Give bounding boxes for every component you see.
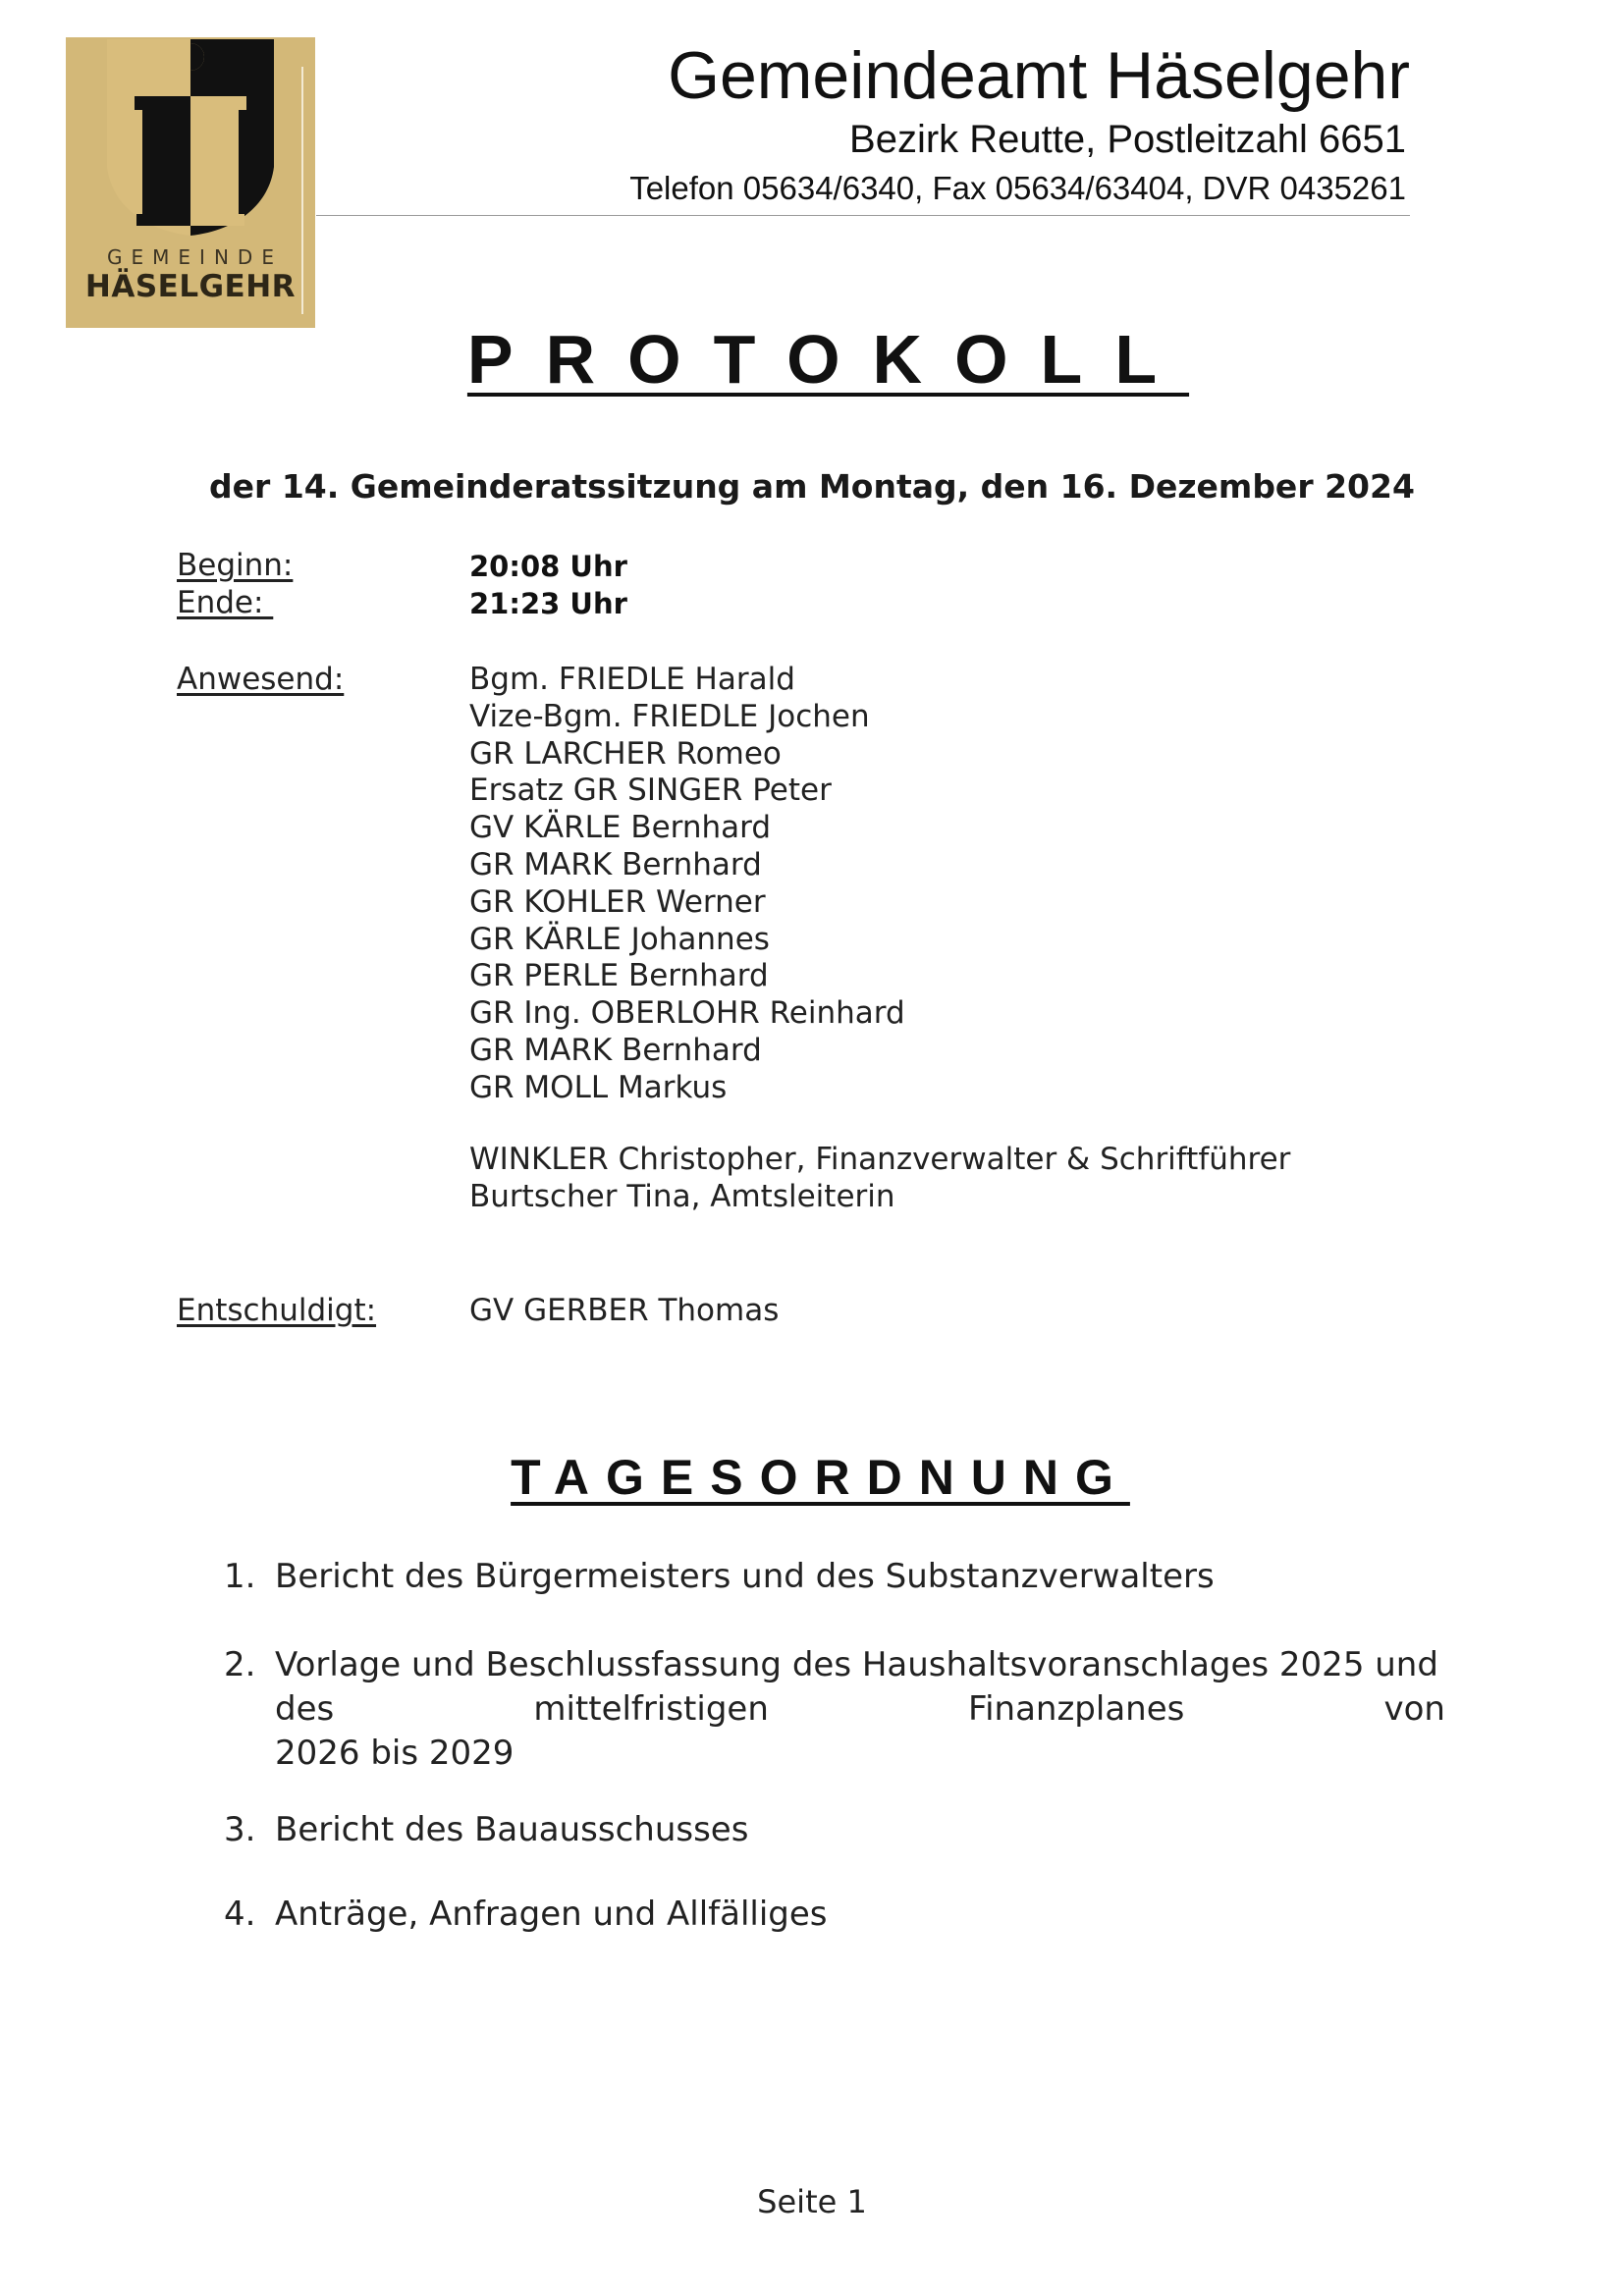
- logo-text-gemeinde: GEMEINDE: [107, 245, 283, 269]
- staff-member: WINKLER Christopher, Finanzverwalter & Schriftführer: [469, 1142, 1291, 1177]
- header-divider: [316, 215, 1410, 216]
- end-label: Ende:: [177, 585, 274, 620]
- agenda-item-line: [275, 1643, 1445, 1687]
- agenda-word: von: [1383, 1689, 1445, 1729]
- agenda-item-line-text: Vorlage und Beschlussfassung des Haushaltsvoranschlages 2025 und: [275, 1645, 1438, 1684]
- attendee: Bgm. FRIEDLE Harald: [469, 662, 795, 697]
- agenda-item-text: [275, 1643, 1445, 1776]
- agenda-item-text: Bericht des Bauausschusses: [275, 1810, 749, 1849]
- attendee: GR Ing. OBERLOHR Reinhard: [469, 995, 905, 1032]
- agenda-item-text: Bericht des Bürgermeisters und des Substanzverwalters: [275, 1557, 1215, 1596]
- attendee: GV KÄRLE Bernhard: [469, 810, 772, 846]
- attendee: GR MOLL Markus: [469, 1069, 728, 1105]
- staff-member: Burtscher Tina, Amtsleiterin: [469, 1179, 895, 1214]
- agenda-item-text: Anträge, Anfragen und Allfälliges: [275, 1895, 828, 1934]
- agenda-item-number: 2.: [224, 1645, 256, 1684]
- attendee: GR KÄRLE Johannes: [469, 921, 770, 957]
- attendee: Vize-Bgm. FRIEDLE Jochen: [469, 698, 870, 734]
- coat-of-arms-icon: [107, 39, 274, 236]
- agenda-item-line: [275, 1687, 1445, 1732]
- attendee: GR LARCHER Romeo: [469, 735, 782, 772]
- begin-label: Beginn:: [177, 548, 294, 583]
- attendee: GR PERLE Bernhard: [469, 958, 769, 994]
- logo-text-haeselgehr: HÄSELGEHR: [84, 269, 297, 304]
- agenda-title-wrap: [0, 1449, 1624, 1506]
- agenda-item-number: 1.: [224, 1557, 256, 1596]
- agenda-item-line: 2026 bis 2029: [275, 1734, 514, 1773]
- office-district: Bezirk Reutte, Postleitzahl 6651: [849, 118, 1406, 161]
- staff-list: [469, 1141, 1290, 1215]
- agenda-item-number: 3.: [224, 1810, 256, 1849]
- office-contact: Telefon 05634/6340, Fax 05634/63404, DVR 0435261: [629, 170, 1406, 206]
- document-subtitle: der 14. Gemeinderatssitzung am Montag, den 16. Dezember 2024: [209, 467, 1415, 506]
- attendee: GR KOHLER Werner: [469, 883, 766, 920]
- excused-value: GV GERBER Thomas: [469, 1293, 780, 1328]
- excused-label: Entschuldigt:: [177, 1293, 377, 1328]
- document-title: PROTOKOLL: [466, 321, 1190, 398]
- end-value: 21:23 Uhr: [469, 587, 627, 620]
- attendee: GR MARK Bernhard: [469, 1032, 762, 1068]
- municipality-logo: [66, 37, 315, 328]
- agenda-word: des: [275, 1689, 335, 1729]
- attendee: Ersatz GR SINGER Peter: [469, 773, 832, 809]
- document-title-wrap: [0, 320, 1624, 399]
- begin-value: 20:08 Uhr: [469, 550, 627, 583]
- page-number: Seite 1: [757, 2183, 867, 2220]
- office-name: Gemeindeamt Häselgehr: [668, 38, 1410, 113]
- attendee: GR MARK Bernhard: [469, 846, 762, 882]
- agenda-item-number: 4.: [224, 1895, 256, 1934]
- agenda-title: TAGESORDNUNG: [511, 1450, 1130, 1505]
- agenda-word: Finanzplanes: [968, 1689, 1185, 1729]
- present-label: Anwesend:: [177, 662, 345, 697]
- attendee-list: [469, 662, 905, 1107]
- agenda-word: mittelfristigen: [533, 1689, 769, 1729]
